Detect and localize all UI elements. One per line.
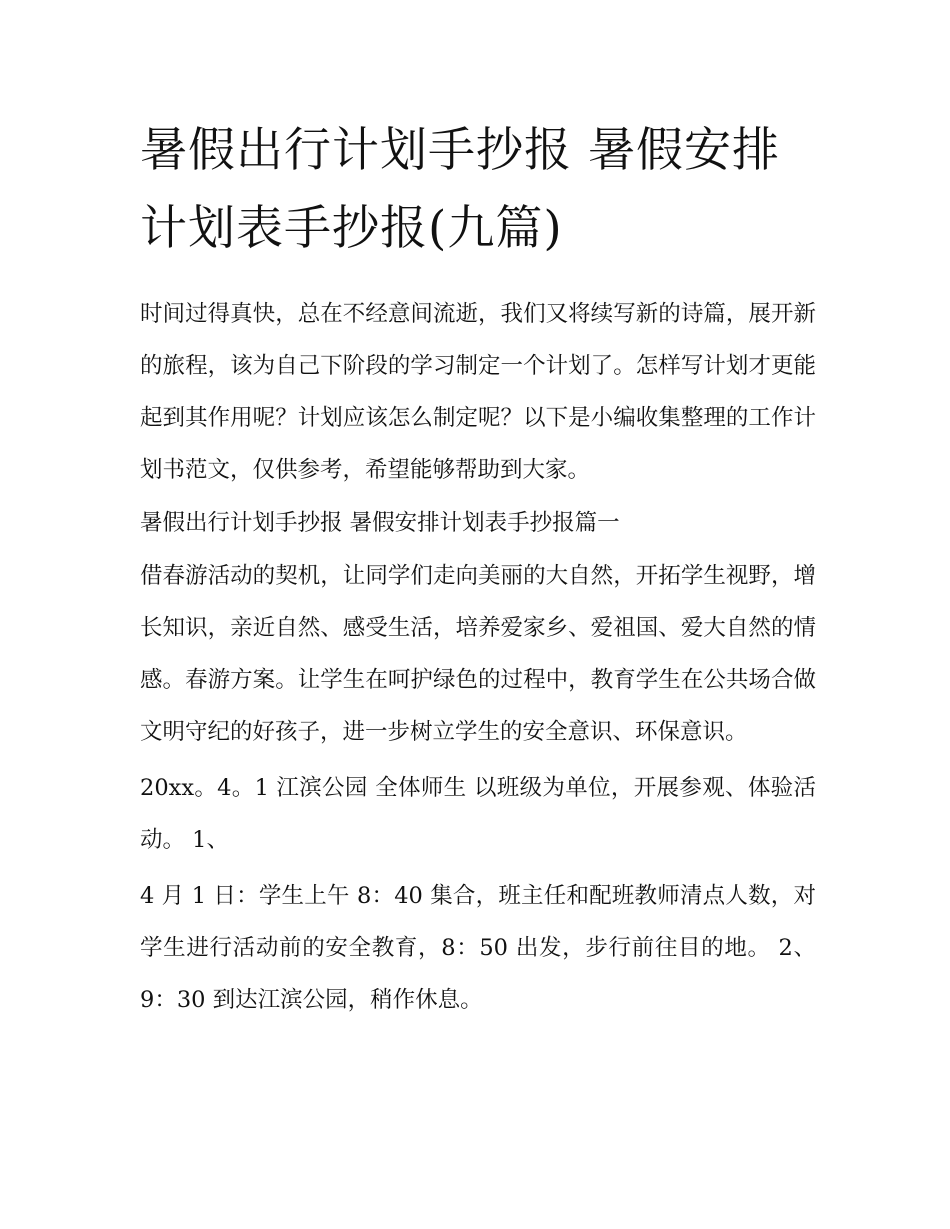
- body-paragraph-2: 20xx。4。1 江滨公园 全体师生 以班级为单位，开展参观、体验活动。 1、: [140, 775, 816, 853]
- intro-paragraph: 时间过得真快，总在不经意间流逝，我们又将续写新的诗篇，展开新的旅程，该为自己下阶段的学习制定一个计划了。怎样写计划才更能起到其作用呢？计划应该怎么制定呢？以下是小编收集整理的工作计划书范文，仅供参考，希望能够帮助到大家。: [140, 301, 816, 483]
- body-paragraph-1: 借春游活动的契机，让同学们走向美丽的大自然，开拓学生视野，增长知识，亲近自然、感受生活，培养爱家乡、爱祖国、爱大自然的情感。春游方案。让学生在呵护绿色的过程中，教育学生在公共场合做文明守纪的好孩子，进一步树立学生的安全意识、环保意识。: [140, 563, 816, 745]
- document-title: 暑假出行计划手抄报 暑假安排计划表手抄报(九篇): [140, 123, 780, 256]
- document-body: [140, 112, 816, 1030]
- section-heading: 暑假出行计划手抄报 暑假安排计划表手抄报篇一: [140, 510, 620, 536]
- body-paragraph-3: 4 月 1 日：学生上午 8：40 集合，班主任和配班教师清点人数，对学生进行活动前的安全教育，8：50 出发，步行前往目的地。 2、 9：30 到达江滨公园，稍作休息。: [140, 883, 816, 1013]
